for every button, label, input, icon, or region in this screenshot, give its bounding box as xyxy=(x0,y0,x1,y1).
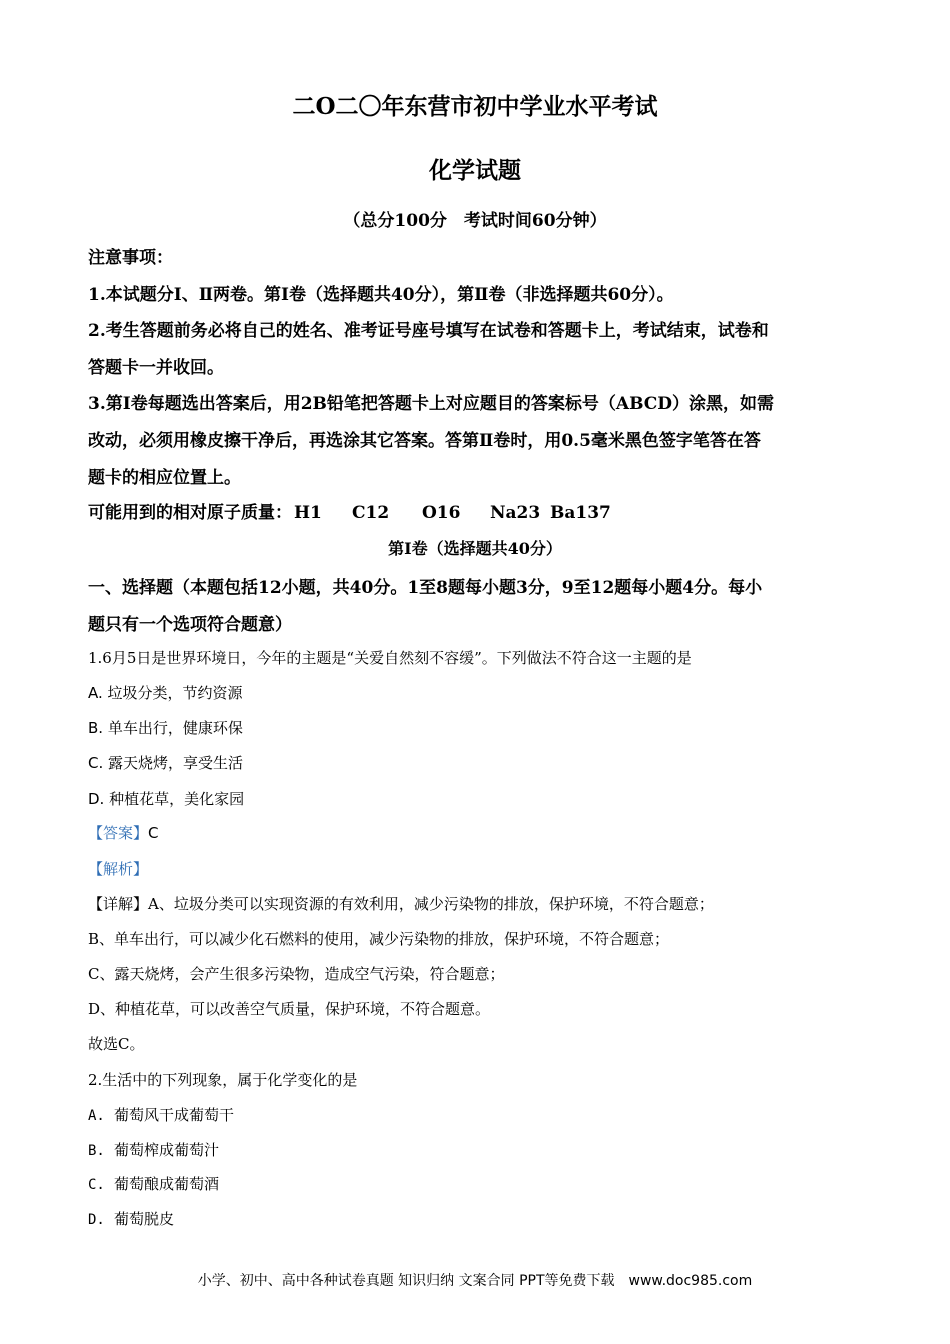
answer-tag: 【答案】 xyxy=(88,824,149,842)
option-letter: B. xyxy=(88,1143,105,1159)
atomic-mass-h: H1 xyxy=(294,503,322,523)
atomic-mass-c: C12 xyxy=(352,503,390,523)
option-text: 葡萄榨成葡萄汁 xyxy=(114,1141,220,1159)
option-text: 葡萄脱皮 xyxy=(114,1210,175,1228)
option-letter: A. xyxy=(88,1108,105,1124)
question-1-answer xyxy=(88,822,159,843)
detail-line-b: B、单车出行，可以减少化石燃料的使用，减少污染物的排放，保护环境，不符合题意； xyxy=(88,930,670,948)
score-time-info: （总分100分 考试时间60分钟） xyxy=(343,211,607,231)
section-1-instruction-line-2: 题只有一个选项符合题意） xyxy=(88,615,292,635)
atomic-masses xyxy=(88,498,611,523)
question-1-option-c: C. 露天烧烤，享受生活 xyxy=(88,754,244,772)
note-item-3-line-2: 改动，必须用橡皮擦干净后，再选涂其它答案。答第Ⅱ卷时，用0.5毫米黑色签字笔答在答 xyxy=(88,431,761,451)
detail-conclusion: 故选C。 xyxy=(88,1035,145,1053)
question-2-option-a xyxy=(88,1104,234,1125)
note-item-2-line-2: 答题卡一并收回。 xyxy=(88,358,224,378)
option-letter: C. xyxy=(88,1177,105,1193)
question-1-option-b: B. 单车出行，健康环保 xyxy=(88,719,243,737)
detail-line-c: C、露天烧烤，会产生很多污染物，造成空气污染，符合题意； xyxy=(88,965,505,983)
answer-value: C xyxy=(148,824,159,842)
detail-line-d: D、种植花草，可以改善空气质量，保护环境，不符合题意。 xyxy=(88,1000,491,1018)
exam-title: 二O二〇年东营市初中学业水平考试 xyxy=(292,93,658,120)
subject-title: 化学试题 xyxy=(429,157,521,184)
question-1-stem: 1.6月5日是世界环境日，今年的主题是“关爱自然刻不容缓”。下列做法不符合这一主题的是 xyxy=(88,649,692,667)
notes-heading: 注意事项： xyxy=(88,248,173,268)
detail-a-text: A、垃圾分类可以实现资源的有效利用，减少污染物的排放，保护环境，不符合题意； xyxy=(148,895,714,913)
note-item-1: 1.本试题分Ⅰ、Ⅱ两卷。第Ⅰ卷（选择题共40分），第Ⅱ卷（非选择题共60分）。 xyxy=(88,285,674,305)
option-text: 葡萄酿成葡萄酒 xyxy=(114,1175,220,1193)
atomic-mass-na: Na23 xyxy=(490,503,541,523)
question-2-stem: 2.生活中的下列现象，属于化学变化的是 xyxy=(88,1071,358,1089)
question-2-option-b xyxy=(88,1139,219,1160)
note-item-3-line-1: 3.第Ⅰ卷每题选出答案后，用2B铅笔把答题卡上对应题目的答案标号（ABCD）涂黑，如需 xyxy=(88,394,775,414)
detail-line-a xyxy=(88,893,714,914)
question-1-option-d: D. 种植花草，美化家园 xyxy=(88,790,245,808)
note-item-3-line-3: 题卡的相应位置上。 xyxy=(88,468,241,488)
note-item-2-line-1: 2.考生答题前务必将自己的姓名、准考证号座号填写在试卷和答题卡上，考试结束，试卷和 xyxy=(88,321,769,341)
analysis-tag: 【解析】 xyxy=(88,860,149,878)
option-text: 葡萄风干成葡萄干 xyxy=(114,1106,235,1124)
atomic-mass-o: O16 xyxy=(422,503,461,523)
section-1-instruction-line-1: 一、选择题（本题包括12小题，共40分。1至8题每小题3分，9至12题每小题4分。每小 xyxy=(88,578,763,598)
page-footer: 小学、初中、高中各种试卷真题 知识归纳 文案合同 PPT等免费下载 www.doc985.com xyxy=(197,1273,753,1289)
option-letter: D. xyxy=(88,1212,105,1228)
question-1-option-a: A. 垃圾分类，节约资源 xyxy=(88,684,243,702)
detail-tag: 【详解】 xyxy=(88,895,149,913)
question-2-option-c xyxy=(88,1173,219,1194)
atomic-masses-label: 可能用到的相对原子质量： xyxy=(88,503,292,523)
question-2-option-d xyxy=(88,1208,174,1229)
section-1-title: 第Ⅰ卷（选择题共40分） xyxy=(388,539,562,558)
atomic-mass-ba: Ba137 xyxy=(550,503,611,523)
